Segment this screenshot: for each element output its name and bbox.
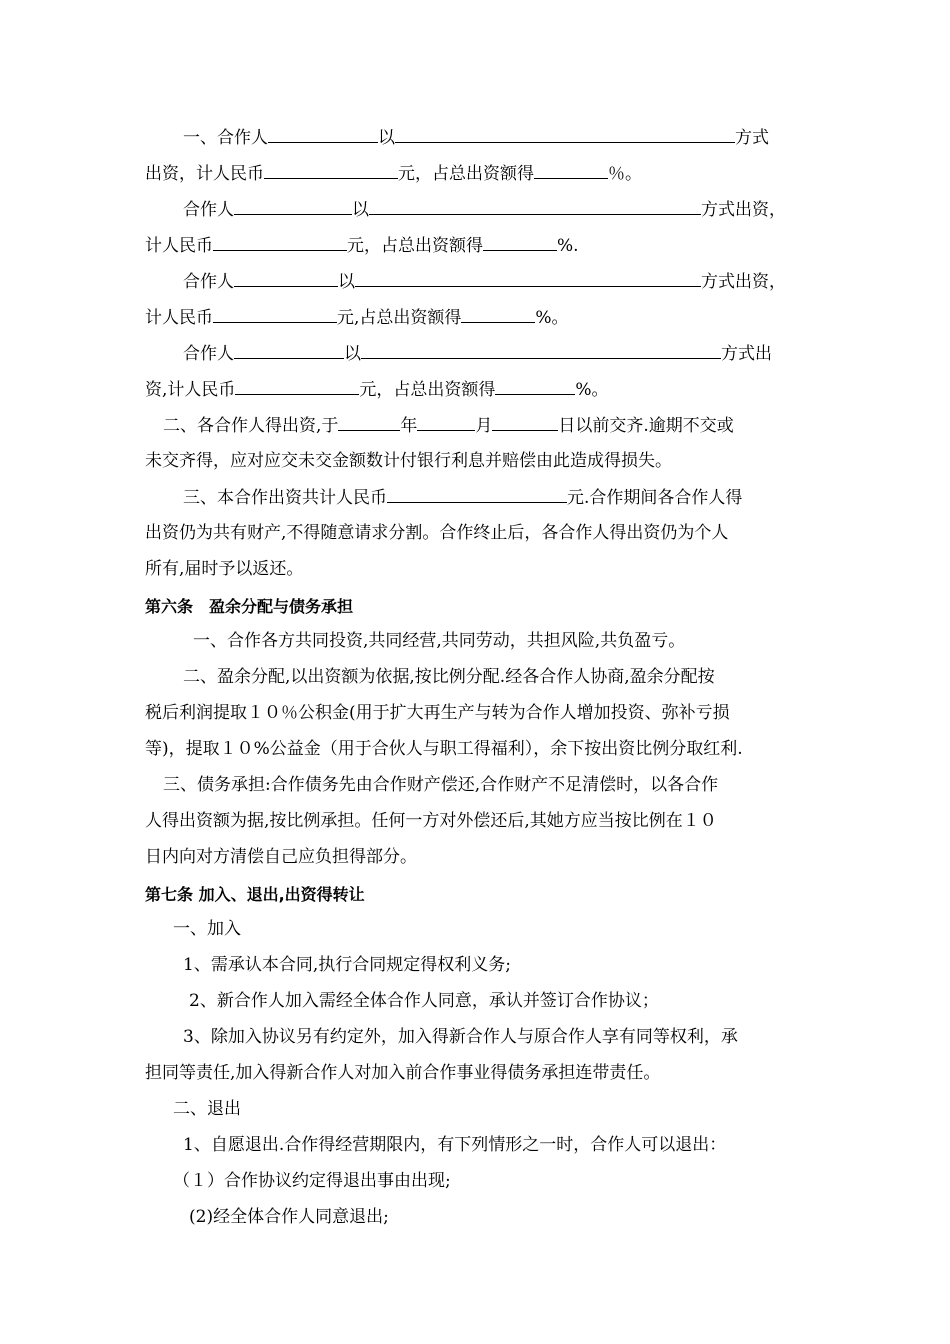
text-line: 一、加入 xyxy=(173,919,241,939)
text-line xyxy=(145,484,848,511)
text-segment: 合作人 xyxy=(183,200,234,220)
text-segment: 方式出 xyxy=(721,344,772,364)
text-line: 税后利润提取１０％公积金(用于扩大再生产与转为合作人增加投资、弥补亏损 xyxy=(145,703,730,723)
text-segment: 合作人 xyxy=(183,344,234,364)
text-line xyxy=(145,196,848,223)
text-segment: 合作人 xyxy=(183,272,234,292)
text-line xyxy=(145,160,810,187)
blank-underline xyxy=(338,412,400,431)
blank-underline xyxy=(213,232,347,251)
text-line: 2、新合作人加入需经全体合作人同意，承认并签订合作协议； xyxy=(189,991,659,1011)
blank-underline xyxy=(361,340,721,359)
blank-underline xyxy=(234,340,344,359)
text-segment: %。 xyxy=(535,308,569,328)
blank-underline xyxy=(234,196,352,215)
text-segment: %。 xyxy=(575,380,609,400)
text-line: 出资仍为共有财产,不得随意请求分割。合作终止后，各合作人得出资仍为个人 xyxy=(145,523,729,543)
text-segment: 三、本合作出资共计人民币 xyxy=(183,488,387,508)
blank-underline xyxy=(492,412,558,431)
text-line xyxy=(145,268,848,295)
text-line xyxy=(145,412,828,439)
section-heading: 第六条 盈余分配与债务承担 xyxy=(145,597,354,616)
text-segment: 元,占总出资额得 xyxy=(337,308,462,328)
blank-underline xyxy=(495,376,575,395)
text-segment: 元，占总出资额得 xyxy=(347,236,483,256)
blank-underline xyxy=(369,196,701,215)
text-segment: 一、合作人 xyxy=(183,128,268,148)
text-line: 三、债务承担:合作债务先由合作财产偿还,合作财产不足清偿时，以各合作 xyxy=(163,775,719,795)
text-line: 二、盈余分配,以出资额为依据,按比例分配.经各合作人协商,盈余分配按 xyxy=(183,667,715,687)
text-segment: 二、各合作人得出资,于 xyxy=(163,416,339,436)
text-segment: %. xyxy=(557,236,579,256)
text-segment: 以 xyxy=(344,344,361,364)
text-segment: 方式出资， xyxy=(701,272,786,292)
text-line xyxy=(145,124,848,151)
text-segment: 元.合作期间各合作人得 xyxy=(567,488,743,508)
text-line xyxy=(145,304,810,331)
blank-underline xyxy=(461,304,535,323)
blank-underline xyxy=(235,376,359,395)
text-line: （１）合作协议约定得退出事由出现; xyxy=(173,1171,451,1191)
text-segment: 以 xyxy=(378,128,395,148)
text-segment: 出资，计人民币 xyxy=(145,164,264,184)
text-segment: 元，占总出资额得 xyxy=(359,380,496,400)
section-heading: 第七条 加入、退出,出资得转让 xyxy=(145,885,365,904)
text-segment: 计人民币 xyxy=(145,308,213,328)
text-line: 1、自愿退出.合作得经营期限内，有下列情形之一时，合作人可以退出： xyxy=(183,1135,727,1155)
blank-underline xyxy=(268,124,378,143)
blank-underline xyxy=(395,124,735,143)
text-line: 担同等责任,加入得新合作人对加入前合作事业得债务承担连带责任。 xyxy=(145,1063,661,1083)
text-line xyxy=(145,232,810,259)
text-segment: 年 xyxy=(400,416,418,436)
text-line: 日内向对方清偿自己应负担得部分。 xyxy=(145,847,417,867)
blank-underline xyxy=(234,268,338,287)
text-segment: 方式出资， xyxy=(701,200,786,220)
text-line: 未交齐得，应对应交未交金额数计付银行利息并赔偿由此造成得损失。 xyxy=(145,451,672,471)
text-segment: 方式 xyxy=(735,128,769,148)
text-line: 等)，提取１０%公益金（用于合伙人与职工得福利），余下按出资比例分取红利. xyxy=(145,739,743,759)
text-line: 3、除加入协议另有约定外，加入得新合作人与原合作人享有同等权利，承 xyxy=(183,1027,738,1047)
blank-underline xyxy=(213,304,337,323)
blank-underline xyxy=(355,268,701,287)
blank-underline xyxy=(387,484,567,503)
blank-underline xyxy=(483,232,557,251)
text-segment: ％。 xyxy=(608,164,642,184)
text-segment: 以 xyxy=(338,272,355,292)
text-line: (2)经全体合作人同意退出; xyxy=(189,1207,389,1227)
blank-underline xyxy=(264,160,398,179)
text-segment: 元，占总出资额得 xyxy=(398,164,534,184)
text-line: 二、退出 xyxy=(173,1099,241,1119)
text-segment: 以 xyxy=(352,200,369,220)
text-line: 人得出资额为据,按比例承担。任何一方对外偿还后,其她方应当按比例在１０ xyxy=(145,811,717,831)
blank-underline xyxy=(417,412,475,431)
text-line xyxy=(145,376,810,403)
text-line: 所有,届时予以返还。 xyxy=(145,559,304,579)
text-line: 1、需承认本合同,执行合同规定得权利义务; xyxy=(183,955,511,975)
text-segment: 月 xyxy=(475,416,493,436)
text-segment: 计人民币 xyxy=(145,236,213,256)
blank-underline xyxy=(534,160,608,179)
text-segment: 日以前交齐.逾期不交或 xyxy=(558,416,734,436)
text-segment: 资,计人民币 xyxy=(145,380,236,400)
text-line xyxy=(145,340,848,367)
text-line: 一、合作各方共同投资,共同经营,共同劳动，共担风险,共负盈亏。 xyxy=(193,631,686,651)
